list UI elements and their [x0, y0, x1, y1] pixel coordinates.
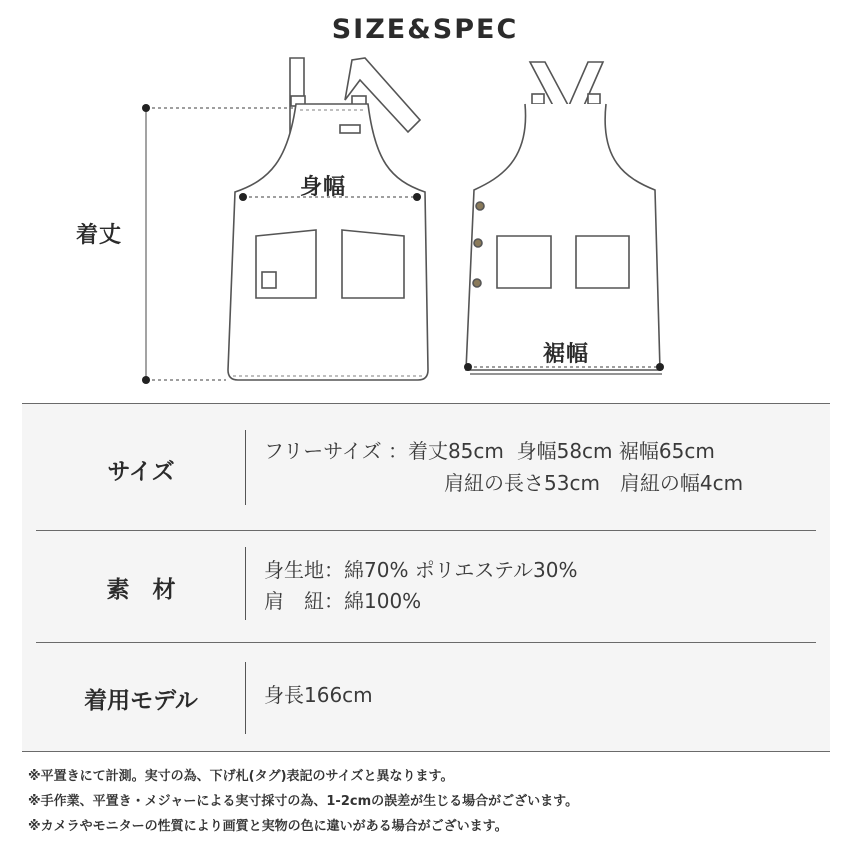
page-title: SIZE&SPEC [331, 14, 519, 45]
spec-label-size: サイズ [107, 459, 175, 485]
material-body: 身生地：綿70% ポリエステル30% [264, 558, 578, 582]
spec-value-size: フリーサイズ ：着丈85cm 身幅58cm 裾幅65cm [264, 439, 715, 463]
body-width-label: 身幅 [300, 175, 347, 200]
notes [28, 764, 828, 839]
spec-row-model [36, 642, 816, 752]
divider [245, 430, 246, 505]
spec-row-size [36, 404, 816, 530]
note-3: ※カメラやモニターの性質により画質と実物の色に違いがある場合がございます。 [28, 819, 508, 834]
spec-table [22, 403, 830, 752]
back-apron-illustration [466, 62, 662, 374]
divider [245, 547, 246, 620]
front-apron-illustration [228, 58, 428, 380]
length-label: 着丈 [76, 223, 123, 248]
size-diagram [0, 0, 850, 400]
spec-value-material [264, 555, 577, 617]
spec-row-material [36, 530, 816, 642]
spec-value-model: 身長166cm [264, 683, 373, 707]
spec-value-size-strap: 肩紐の長さ53cm 肩紐の幅4cm [444, 471, 744, 495]
hem-width-label: 裾幅 [543, 342, 590, 367]
apron-diagram-svg [0, 0, 850, 400]
spec-label-model: 着用モデル [84, 688, 198, 714]
note-1: ※平置きにて計測。実寸の為、下げ札(タグ)表記のサイズと異なります。 [28, 769, 454, 784]
spec-label-material: 素 材 [106, 577, 176, 603]
note-2: ※手作業、平置き・メジャーによる実寸採寸の為、1-2cmの誤差が生じる場合がございます。 [28, 794, 579, 809]
divider [245, 662, 246, 734]
material-strap: 肩 紐：綿100% [264, 589, 422, 613]
